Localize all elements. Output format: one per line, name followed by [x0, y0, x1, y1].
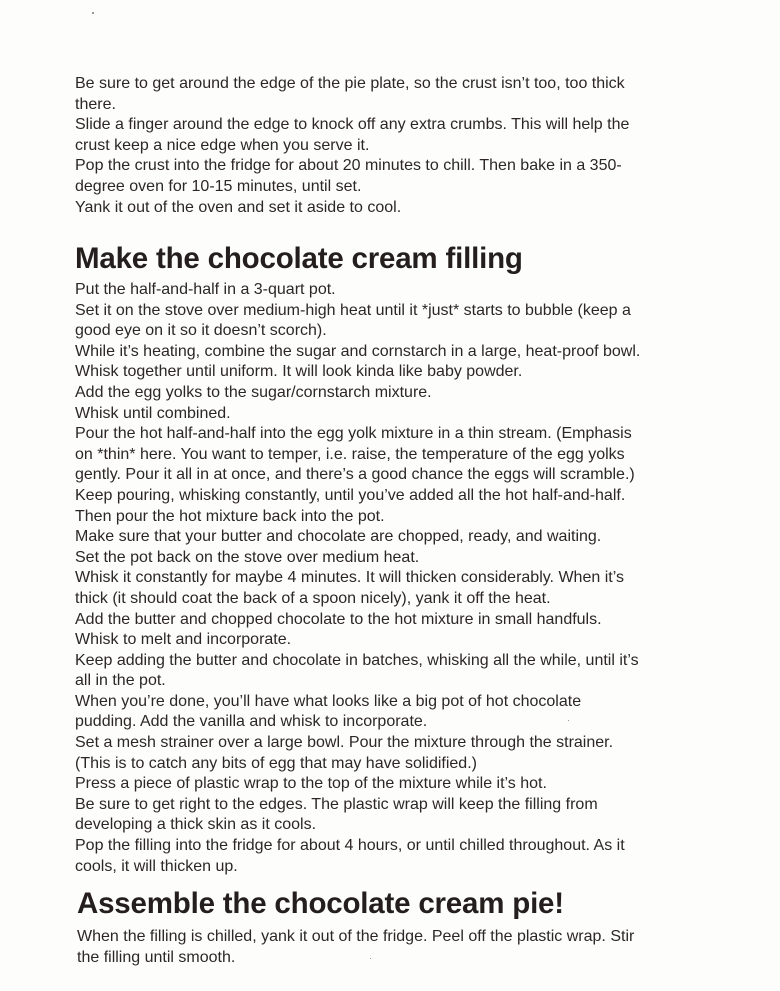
text-line: Whisk it constantly for maybe 4 minutes. It will thicken considerably. When it’s — [75, 569, 624, 587]
text-line: degree oven for 10-15 minutes, until set. — [75, 177, 362, 195]
text-line: pudding. Add the vanilla and whisk to incorporate. — [75, 713, 428, 731]
text-line: Set it on the stove over medium-high heat until it *just* starts to bubble (keep a — [75, 301, 631, 319]
text-line: Pour the hot half-and-half into the egg yolk mixture in a thin stream. (Emphasis — [75, 425, 632, 443]
text-line: Yank it out of the oven and set it aside to cool. — [75, 198, 402, 216]
crust-instructions — [75, 74, 725, 218]
text-line: on *thin* here. You want to temper, i.e. raise, the temperature of the egg yolks — [75, 445, 625, 463]
text-line: Whisk until combined. — [75, 404, 231, 422]
text-line: While it’s heating, combine the sugar and cornstarch in a large, heat-proof bowl. — [75, 342, 641, 360]
text-line: thick (it should coat the back of a spoon nicely), yank it off the heat. — [75, 589, 551, 607]
text-line: (This is to catch any bits of egg that may have solidified.) — [75, 754, 477, 772]
filling-instructions — [75, 280, 725, 877]
text-line: Keep adding the butter and chocolate in batches, whisking all the while, until it’s — [75, 651, 639, 669]
text-line: the filling until smooth. — [77, 948, 236, 966]
text-line: Make sure that your butter and chocolate are chopped, ready, and waiting. — [75, 528, 602, 546]
text-line: cools, it will thicken up. — [75, 857, 238, 875]
text-line: Add the egg yolks to the sugar/cornstarch mixture. — [75, 383, 432, 401]
text-line: Then pour the hot mixture back into the pot. — [75, 507, 385, 525]
text-line: Be sure to get right to the edges. The plastic wrap will keep the filling from — [75, 795, 598, 813]
text-line: there. — [75, 95, 116, 113]
text-line: crust keep a nice edge when you serve it. — [75, 136, 370, 154]
filling-heading: Make the chocolate cream filling — [75, 242, 523, 275]
text-line: Slide a finger around the edge to knock off any extra crumbs. This will help the — [75, 116, 630, 134]
text-line: Put the half-and-half in a 3-quart pot. — [75, 281, 336, 298]
text-line: developing a thick skin as it cools. — [75, 816, 317, 834]
text-line: Whisk to melt and incorporate. — [75, 631, 292, 649]
scan-speck — [92, 12, 94, 14]
text-line: good eye on it so it doesn’t scorch). — [75, 322, 327, 340]
text-line: Add the butter and chopped chocolate to the hot mixture in small handfuls. — [75, 610, 602, 628]
text-line: When you’re done, you’ll have what looks like a big pot of hot chocolate — [75, 692, 582, 710]
text-line: Set the pot back on the stove over medium heat. — [75, 548, 420, 566]
assemble-instructions — [77, 927, 727, 968]
assemble-heading: Assemble the chocolate cream pie! — [77, 887, 564, 920]
text-line: Be sure to get around the edge of the pie plate, so the crust isn’t too, too thick — [75, 75, 625, 92]
text-line: Pop the filling into the fridge for about 4 hours, or until chilled throughout. As it — [75, 837, 625, 855]
text-line: Press a piece of plastic wrap to the top of the mixture while it’s hot. — [75, 775, 547, 793]
text-line: Keep pouring, whisking constantly, until you’ve added all the hot half-and-half. — [75, 486, 626, 504]
text-line: all in the pot. — [75, 672, 166, 690]
text-line: Whisk together until uniform. It will look kinda like baby powder. — [75, 363, 523, 381]
text-line: gently. Pour it all in at once, and there’s a good chance the eggs will scramble.) — [75, 466, 635, 484]
text-line: Set a mesh strainer over a large bowl. Pour the mixture through the strainer. — [75, 734, 614, 752]
text-line: When the filling is chilled, yank it out of the fridge. Peel off the plastic wrap. Stir — [77, 928, 635, 945]
text-line: Pop the crust into the fridge for about 20 minutes to chill. Then bake in a 350- — [75, 157, 622, 175]
